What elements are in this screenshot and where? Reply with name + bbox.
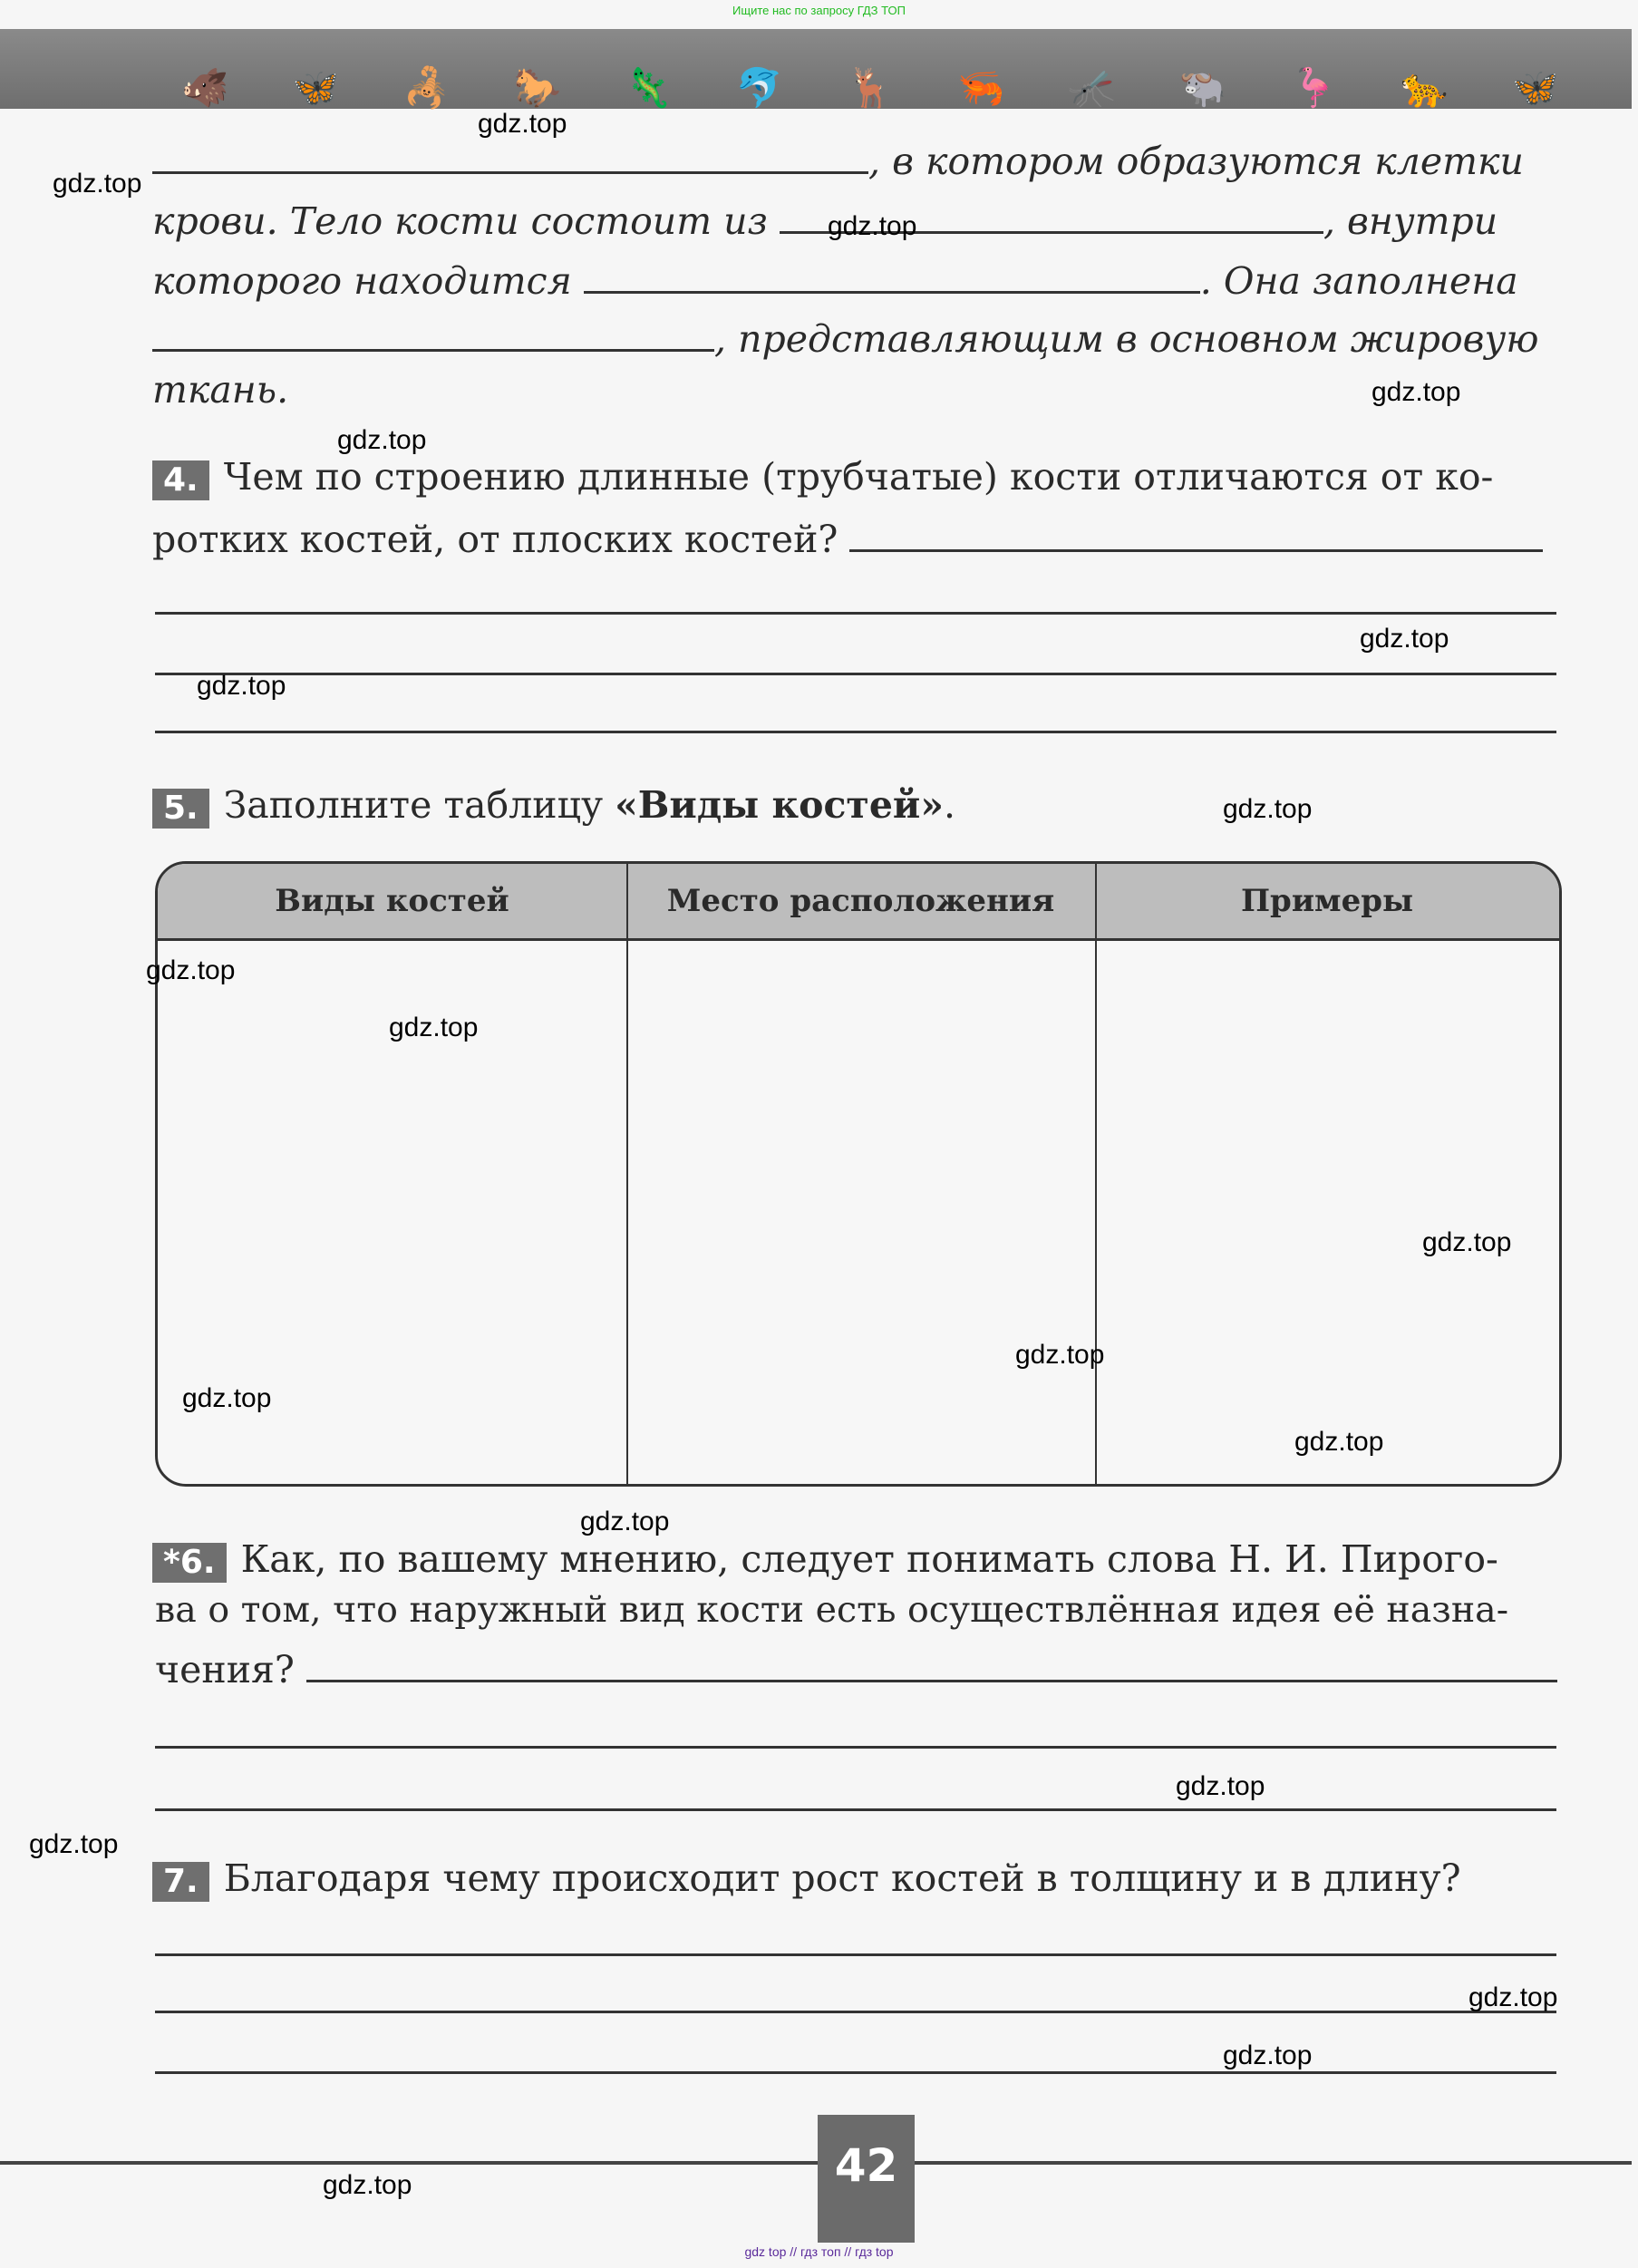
watermark: gdz.top	[1015, 1340, 1105, 1370]
text: Заполните таблицу	[223, 783, 615, 827]
watermark: gdz.top	[182, 1383, 272, 1413]
watermark: gdz.top	[29, 1829, 119, 1859]
top-note: Ищите нас по запросу ГДЗ ТОП	[732, 4, 906, 17]
watermark: gdz.top	[1223, 2040, 1313, 2070]
watermark: gdz.top	[1294, 1427, 1384, 1457]
answer-line[interactable]	[155, 612, 1556, 615]
question-number: *6.	[152, 1543, 227, 1583]
column-header: Виды костей	[275, 883, 509, 919]
watermark: gdz.top	[580, 1507, 670, 1536]
watermark: gdz.top	[1360, 624, 1449, 654]
watermark: gdz.top	[1468, 1982, 1558, 2012]
horse-icon: 🐎	[513, 65, 562, 110]
scorpion-icon: 🦂	[402, 65, 451, 110]
bird-icon: 🦩	[1289, 65, 1338, 110]
footer-line	[0, 2161, 1632, 2165]
text: , внутри	[1323, 199, 1498, 243]
question-number: 7.	[152, 1862, 209, 1902]
answer-line[interactable]	[155, 731, 1556, 733]
watermark: gdz.top	[1422, 1227, 1512, 1257]
answer-line[interactable]	[155, 1953, 1556, 1956]
text: ротких костей, от плоских костей?	[152, 518, 838, 561]
question-number: 4.	[152, 460, 209, 500]
answer-line[interactable]	[155, 1808, 1556, 1811]
answer-blank[interactable]	[306, 1679, 1557, 1682]
animal-silhouettes	[181, 53, 1559, 110]
question-4-line-2	[152, 518, 1543, 561]
column-divider	[1095, 864, 1097, 1484]
intro-line-2	[152, 199, 1498, 243]
bones-types-table	[155, 861, 1562, 1487]
question-6	[152, 1537, 1498, 1583]
column-header: Примеры	[1240, 883, 1414, 919]
intro-line-4	[152, 317, 1539, 361]
column-divider	[626, 864, 628, 1484]
question-4	[152, 455, 1494, 500]
watermark: gdz.top	[1371, 377, 1461, 407]
question-number: 5.	[152, 789, 209, 829]
answer-blank[interactable]	[584, 290, 1200, 294]
cheetah-icon: 🐆	[1401, 65, 1449, 110]
text: , в котором образуются клетки	[868, 140, 1524, 183]
watermark: gdz.top	[1223, 794, 1313, 824]
answer-line[interactable]	[155, 2011, 1556, 2013]
watermark: gdz.top	[197, 671, 286, 701]
text: крови. Тело кости состоит из	[152, 199, 768, 243]
watermark: gdz.top	[828, 211, 917, 241]
answer-line[interactable]	[155, 673, 1556, 675]
intro-line-3	[152, 259, 1518, 303]
intro-line-5: ткань.	[152, 368, 289, 412]
watermark: gdz.top	[389, 1013, 479, 1042]
watermark: gdz.top	[146, 955, 236, 985]
answer-blank[interactable]	[849, 548, 1543, 552]
shrimp-icon: 🦐	[957, 65, 1005, 110]
lizard-icon: 🦎	[625, 65, 673, 110]
watermark: gdz.top	[323, 2170, 412, 2200]
watermark: gdz.top	[478, 109, 567, 139]
text: .	[943, 783, 956, 827]
butterfly-icon: 🦋	[292, 65, 340, 110]
answer-line[interactable]	[155, 2071, 1556, 2074]
text: которого находится	[152, 259, 572, 303]
table-title: «Виды костей»	[615, 783, 944, 827]
watermark: gdz.top	[53, 169, 142, 199]
answer-line[interactable]	[155, 1746, 1556, 1749]
question-6-line-3	[155, 1648, 1557, 1691]
question-5	[152, 783, 956, 829]
text: Благодаря чему происходит рост костей в толщину и в длину?	[223, 1856, 1461, 1900]
deer-icon: 🦌	[846, 65, 895, 110]
column-header: Место расположения	[666, 883, 1055, 919]
page-number: 42	[834, 2139, 898, 2192]
watermark: gdz.top	[337, 425, 427, 455]
text: чения?	[155, 1648, 295, 1691]
text: Как, по вашему мнению, следует понимать слова Н. И. Пирого-	[240, 1537, 1498, 1581]
answer-blank[interactable]	[152, 348, 714, 352]
text: Чем по строению длинные (трубчатые) кости отличаются от ко-	[223, 455, 1494, 499]
dolphin-icon: 🐬	[735, 65, 783, 110]
text: . Она заполнена	[1199, 259, 1518, 303]
question-7	[152, 1856, 1461, 1902]
question-6-line-2: ва о том, что наружный вид кости есть осуществлённая идея её назна-	[155, 1589, 1509, 1631]
watermark: gdz.top	[1176, 1771, 1265, 1801]
answer-blank[interactable]	[152, 170, 868, 174]
text: , представляющим в основном жировую	[714, 317, 1539, 361]
insect-icon: 🦟	[1068, 65, 1116, 110]
buffalo-icon: 🐃	[1178, 65, 1226, 110]
butterfly-icon: 🦋	[1511, 65, 1559, 110]
boar-icon: 🐗	[181, 65, 229, 110]
bottom-note: gdz top // гдз топ // гдз top	[744, 2244, 894, 2259]
intro-line-1	[152, 140, 1524, 183]
